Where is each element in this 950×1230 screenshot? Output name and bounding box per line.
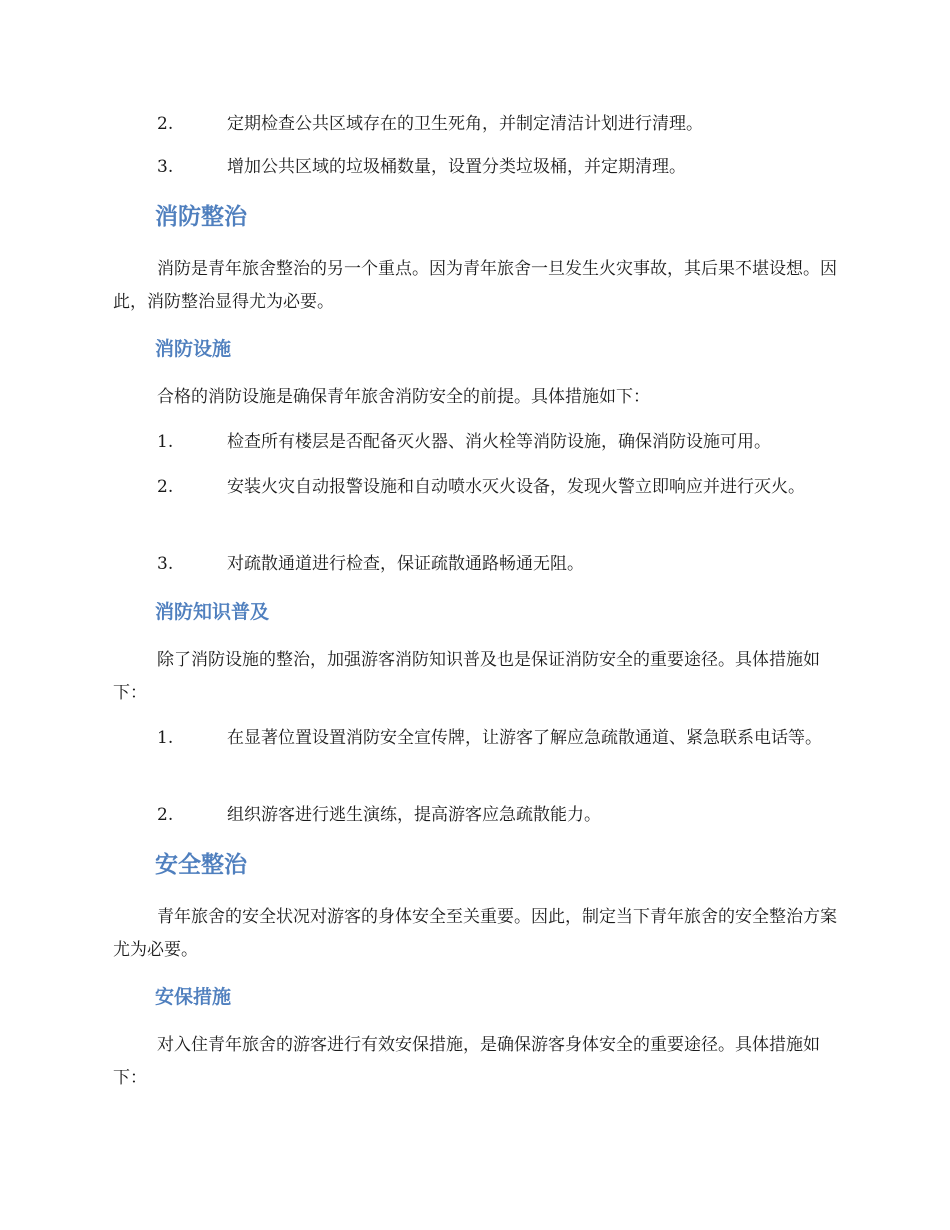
list-item: [113, 722, 838, 755]
list-item: [113, 151, 838, 184]
fire-knowledge-paragraph: [113, 644, 838, 710]
list-item: [113, 426, 838, 459]
list-item: [113, 108, 838, 141]
list-item: [113, 471, 838, 504]
list-item: [113, 799, 838, 832]
fire-facilities-paragraph: [113, 381, 838, 414]
fire-facilities-list-item-3: [113, 548, 838, 581]
subsection-heading-fire-knowledge: 消防知识普及: [155, 601, 270, 623]
list-text: 组织游客进行逃生演练，提高游客应急疏散能力。: [227, 805, 601, 825]
paragraph: 青年旅舍的安全状况对游客的身体安全至关重要。因此，制定当下青年旅舍的安全整治方案尤为必要。: [113, 907, 837, 960]
list-number: 2.: [157, 805, 174, 825]
fire-paragraph: [113, 253, 838, 319]
paragraph: 消防是青年旅舍整治的另一个重点。因为青年旅舍一旦发生火灾事故，其后果不堪设想。因此，消防整治显得尤为必要。: [113, 259, 837, 312]
list-text: 在显著位置设置消防安全宣传牌，让游客了解应急疏散通道、紧急联系电话等。: [227, 728, 822, 748]
list-number: 1.: [157, 728, 174, 748]
list-number: 2.: [157, 114, 174, 134]
fire-knowledge-list-item-2: [113, 799, 838, 832]
fire-knowledge-list-item-1: [113, 722, 838, 755]
paragraph: 对入住青年旅舍的游客进行有效安保措施，是确保游客身体安全的重要途径。具体措施如下：: [113, 1035, 820, 1088]
hygiene-list-2: [113, 151, 838, 184]
subsection-heading-fire-facilities: 消防设施: [155, 338, 232, 360]
hygiene-list: [113, 108, 838, 141]
list-text: 对疏散通道进行检查，保证疏散通路畅通无阻。: [227, 554, 584, 574]
list-item: [113, 548, 838, 581]
section-heading-safety: 安全整治: [155, 852, 247, 878]
list-number: 2.: [157, 477, 174, 497]
list-number: 3.: [157, 157, 174, 177]
list-number: 1.: [157, 432, 174, 452]
fire-facilities-list-item-1: [113, 426, 838, 459]
list-text: 增加公共区域的垃圾桶数量，设置分类垃圾桶，并定期清理。: [227, 157, 686, 177]
fire-facilities-list-item-2: [113, 471, 838, 504]
security-paragraph: [113, 1029, 838, 1095]
subsection-heading-security: 安保措施: [155, 986, 232, 1008]
paragraph: 除了消防设施的整治，加强游客消防知识普及也是保证消防安全的重要途径。具体措施如下：: [113, 650, 820, 703]
list-number: 3.: [157, 554, 174, 574]
safety-paragraph: [113, 901, 838, 967]
list-text: 安装火灾自动报警设施和自动喷水灭火设备，发现火警立即响应并进行灭火。: [227, 477, 805, 497]
list-text: 定期检查公共区域存在的卫生死角，并制定清洁计划进行清理。: [227, 114, 703, 134]
paragraph: 合格的消防设施是确保青年旅舍消防安全的前提。具体措施如下：: [157, 387, 650, 407]
list-text: 检查所有楼层是否配备灭火器、消火栓等消防设施，确保消防设施可用。: [227, 432, 771, 452]
section-heading-fire: 消防整治: [155, 204, 247, 230]
